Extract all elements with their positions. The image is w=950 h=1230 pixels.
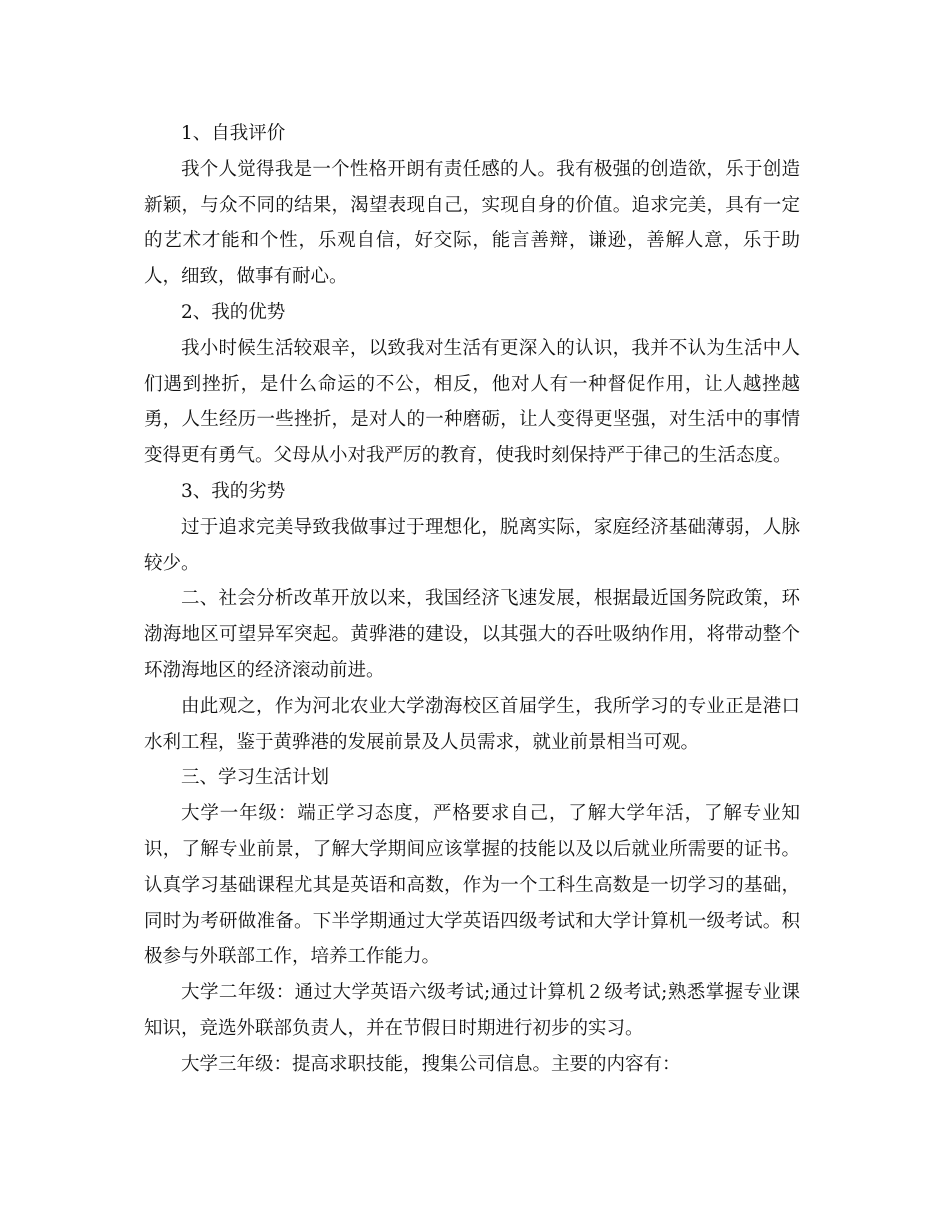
- paragraph-social-analysis: 二、社会分析改革开放以来，我国经济飞速发展，根据最近国务院政策，环渤海地区可望异军突起。黄骅港的建设，以其强大的吞吐吸纳作用，将带动整个环渤海地区的经济滚动前进。: [144, 588, 800, 681]
- heading-study-plan: 三、学习生活计划: [181, 767, 330, 789]
- document-body: [144, 116, 800, 1083]
- heading-weaknesses: 3、我的劣势: [181, 480, 286, 502]
- paragraph-year-three: 大学三年级：提高求职技能，搜集公司信息。主要的内容有：: [181, 1053, 681, 1075]
- paragraph-career-outlook: 由此观之，作为河北农业大学渤海校区首届学生，我所学习的专业正是港口水利工程，鉴于黄骅港的发展前景及人员需求，就业前景相当可观。: [144, 695, 800, 753]
- paragraph-year-two: 大学二年级：通过大学英语六级考试;通过计算机２级考试;熟悉掌握专业课知识，竞选外联部负责人，并在节假日时期进行初步的实习。: [144, 982, 800, 1039]
- heading-strengths: 2、我的优势: [181, 301, 286, 323]
- heading-self-evaluation: 1、自我评价: [181, 123, 286, 144]
- paragraph-weaknesses: 过于追求完美导致我做事过于理想化，脱离实际，家庭经济基础薄弱，人脉较少。: [144, 516, 800, 574]
- paragraph-self-evaluation: 我个人觉得我是一个性格开朗有责任感的人。我有极强的创造欲，乐于创造新颖，与众不同的结果，渴望表现自己，实现自身的价值。追求完美，具有一定的艺术才能和个性，乐观自信，好交际，能言善辩，谦逊，善解人意，乐于助人，细致，做事有耐心。: [144, 158, 800, 288]
- paragraph-year-one: 大学一年级：端正学习态度，严格要求自己，了解大学年活，了解专业知识，了解专业前景，了解大学期间应该掌握的技能以及以后就业所需要的证书。认真学习基础课程尤其是英语和高数，作为一个工科生高数是一切学习的基础，同时为考研做准备。下半学期通过大学英语四级考试和大学计算机一级考试。积极参与外联部工作，培养工作能力。: [144, 803, 800, 968]
- paragraph-strengths: 我小时候生活较艰辛，以致我对生活有更深入的认识，我并不认为生活中人们遇到挫折，是什么命运的不公，相反，他对人有一种督促作用，让人越挫越勇，人生经历一些挫折，是对人的一种磨砺，让人变得更坚强，对生活中的事情变得更有勇气。父母从小对我严厉的教育，使我时刻保持严于律己的生活态度。: [144, 337, 800, 467]
